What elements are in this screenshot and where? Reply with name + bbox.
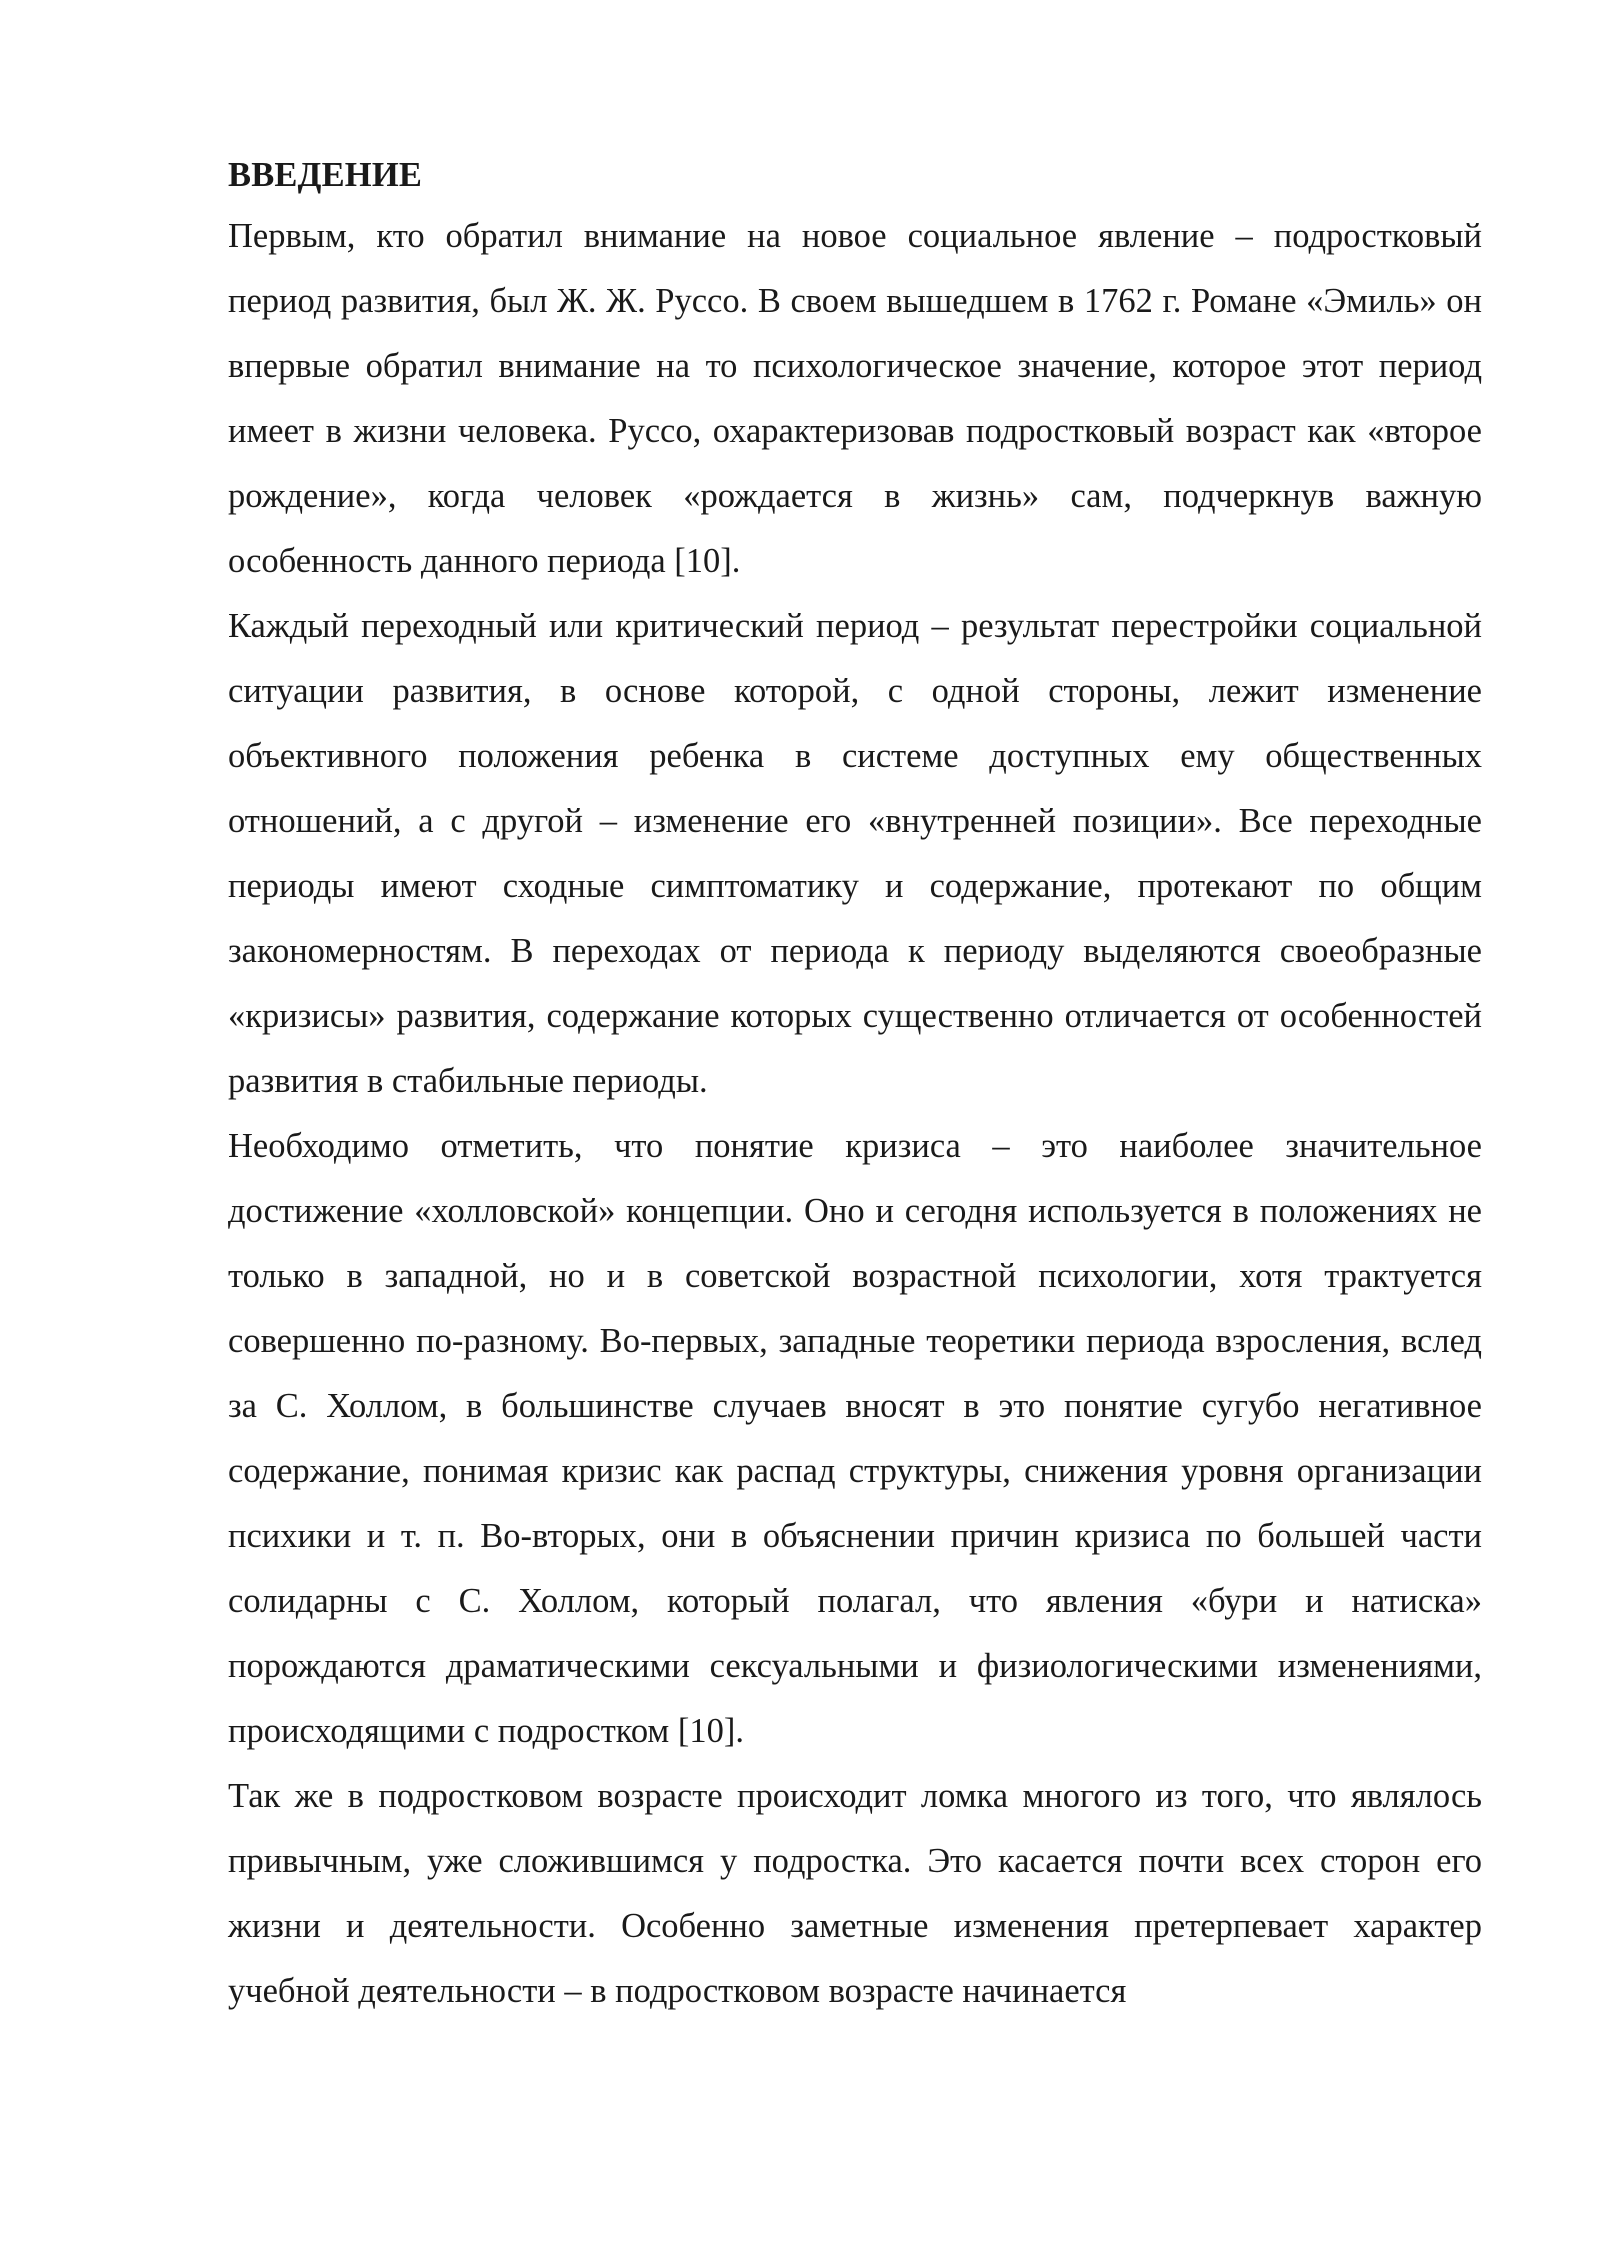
paragraph-adolescent-changes: Так же в подростковом возрасте происходит ломка многого из того, что являлось привычным, уже сложившимся у подростка. Это касается почти всех сторон его жизни и деятельности. Особенно заметные изменения претерпевает характер учебной деятельности – в подростковом возрасте начинается [228,1777,1482,2010]
section-heading: ВВЕДЕНИЕ [228,156,423,194]
paragraph-transitional-periods: Каждый переходный или критический период – результат перестройки социальной ситуации развития, в основе которой, с одной стороны, лежит изменение объективного положения ребенка в системе доступных ему общественных отношений, а с другой – изменение его «внутренней позиции». Все переходные периоды имеют сходные симптоматику и содержание, протекают по общим закономерностям. В переходах от периода к периоду выделяются своеобразные «кризисы» развития, содержание которых существенно отличается от особенностей развития в стабильные периоды. [228,607,1482,1100]
paragraph-crisis-concept: Необходимо отметить, что понятие кризиса – это наиболее значительное достижение «холловской» концепции. Оно и сегодня используется в положениях не только в западной, но и в советской возрастной психологии, хотя трактуется совершенно по-разному. Во-первых, западные теоретики периода взросления, вслед за С. Холлом, в большинстве случаев вносят в это понятие сугубо негативное содержание, понимая кризис как распад структуры, снижения уровня организации психики и т. п. Во-вторых, они в объяснении причин кризиса по большей части солидарны с С. Холлом, который полагал, что явления «бури и натиска» порождаются драматическими сексуальными и физиологическими изменениями, происходящими с подростком [10]. [228,1127,1482,1750]
document-body [228,146,1482,2024]
paragraph-rousseau: Первым, кто обратил внимание на новое социальное явление – подростковый период развития, был Ж. Ж. Руссо. В своем вышедшем в 1762 г. Романе «Эмиль» он впервые обратил внимание на то психологическое значение, которое этот период имеет в жизни человека. Руссо, охарактеризовав подростковый возраст как «второе рождение», когда человек «рождается в жизнь» сам, подчеркнув важную особенность данного периода [10]. [228,217,1482,580]
